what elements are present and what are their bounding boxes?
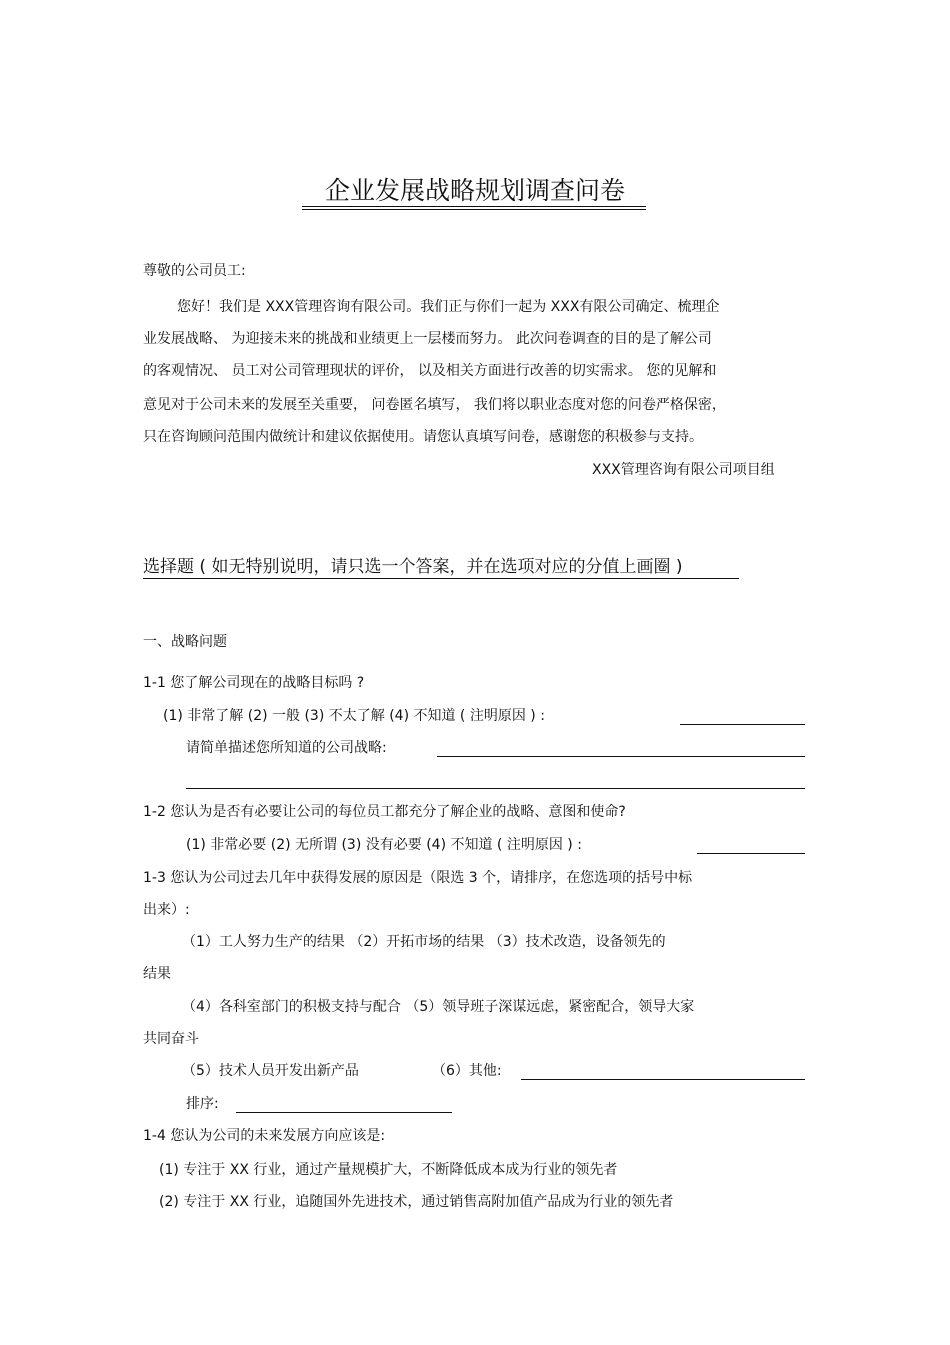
q1-3-question-line2: 出来）: [143,902,190,918]
q1-2-options: (1) 非常必要 (2) 无所谓 (3) 没有必要 (4) 不知道 ( 注明原因 ) : [186,837,582,853]
q1-4-option-2: (2) 专注于 XX 行业，追随国外先进技术，通过销售高附加值产品成为行业的领先者 [159,1194,674,1210]
q1-3-rank-blank[interactable] [236,1112,452,1113]
q1-1-question: 1-1 您了解公司现在的战略目标吗 ? [143,675,365,691]
q1-2-question: 1-2 您认为是否有必要让公司的每位员工都充分了解企业的战略、意图和使命? [143,804,626,820]
title-underline [302,206,646,207]
q1-3-question-line1: 1-3 您认为公司过去几年中获得发展的原因是（限选 3 个，请排序，在您选项的括号中标 [143,870,693,886]
q1-4-option-1: (1) 专注于 XX 行业，通过产量规模扩大，不断降低成本成为行业的领先者 [159,1162,618,1178]
q1-1-strategy-blank-2[interactable] [186,788,805,789]
q1-4-question: 1-4 您认为公司的未来发展方向应该是: [143,1128,386,1144]
section-heading-underline [143,578,739,579]
title-underline-double [302,209,646,210]
q1-3-option-5b: （5）技术人员开发出新产品 [182,1063,359,1079]
q1-1-strategy-blank[interactable] [437,756,805,757]
q1-2-reason-blank[interactable] [697,853,805,854]
q1-3-rank-label: 排序: [186,1096,219,1112]
page-title: 企业发展战略规划调查问卷 [324,176,625,205]
intro-line-1: 您好！我们是 XXX管理咨询有限公司。我们正与你们一起为 XXX有限公司确定、梳理企 [177,299,720,315]
intro-line-2: 业发展战略、 为迎接未来的挑战和业绩更上一层楼而努力。 此次问卷调查的目的是了解公司 [143,331,712,347]
part1-heading: 一、战略问题 [143,634,227,650]
q1-3-option-6: （6）其他: [432,1063,502,1079]
signature: XXX管理咨询有限公司项目组 [592,462,775,478]
q1-1-options: (1) 非常了解 (2) 一般 (3) 不太了解 (4) 不知道 ( 注明原因 ) : [163,708,545,724]
q1-3-options-row2: （4）各科室部门的积极支持与配合 （5）领导班子深谋远虑，紧密配合，领导大家 [182,999,695,1015]
intro-line-4: 意见对于公司未来的发展至关重要， 问卷匿名填写， 我们将以职业态度对您的问卷严格保密， [143,397,726,413]
q1-1-reason-blank[interactable] [680,724,805,725]
greeting: 尊敬的公司员工: [143,263,246,279]
q1-3-options-row1: （1）工人努力生产的结果 （2）开拓市场的结果 （3）技术改造，设备领先的 [182,934,666,950]
q1-3-options-row2-wrap: 共同奋斗 [143,1031,199,1047]
section-heading: 选择题 ( 如无特别说明，请只选一个答案，并在选项对应的分值上画圈 ) [143,557,683,577]
q1-3-other-blank[interactable] [521,1079,805,1080]
intro-line-3: 的客观情况、 员工对公司管理现状的评价， 以及相关方面进行改善的切实需求。 您的见解和 [143,363,717,379]
intro-line-5: 只在咨询顾问范围内做统计和建议依据使用。请您认真填写问卷，感谢您的积极参与支持。 [143,429,703,445]
q1-1-followup: 请简单描述您所知道的公司战略: [186,740,387,756]
q1-3-options-row1-wrap: 结果 [143,966,171,982]
